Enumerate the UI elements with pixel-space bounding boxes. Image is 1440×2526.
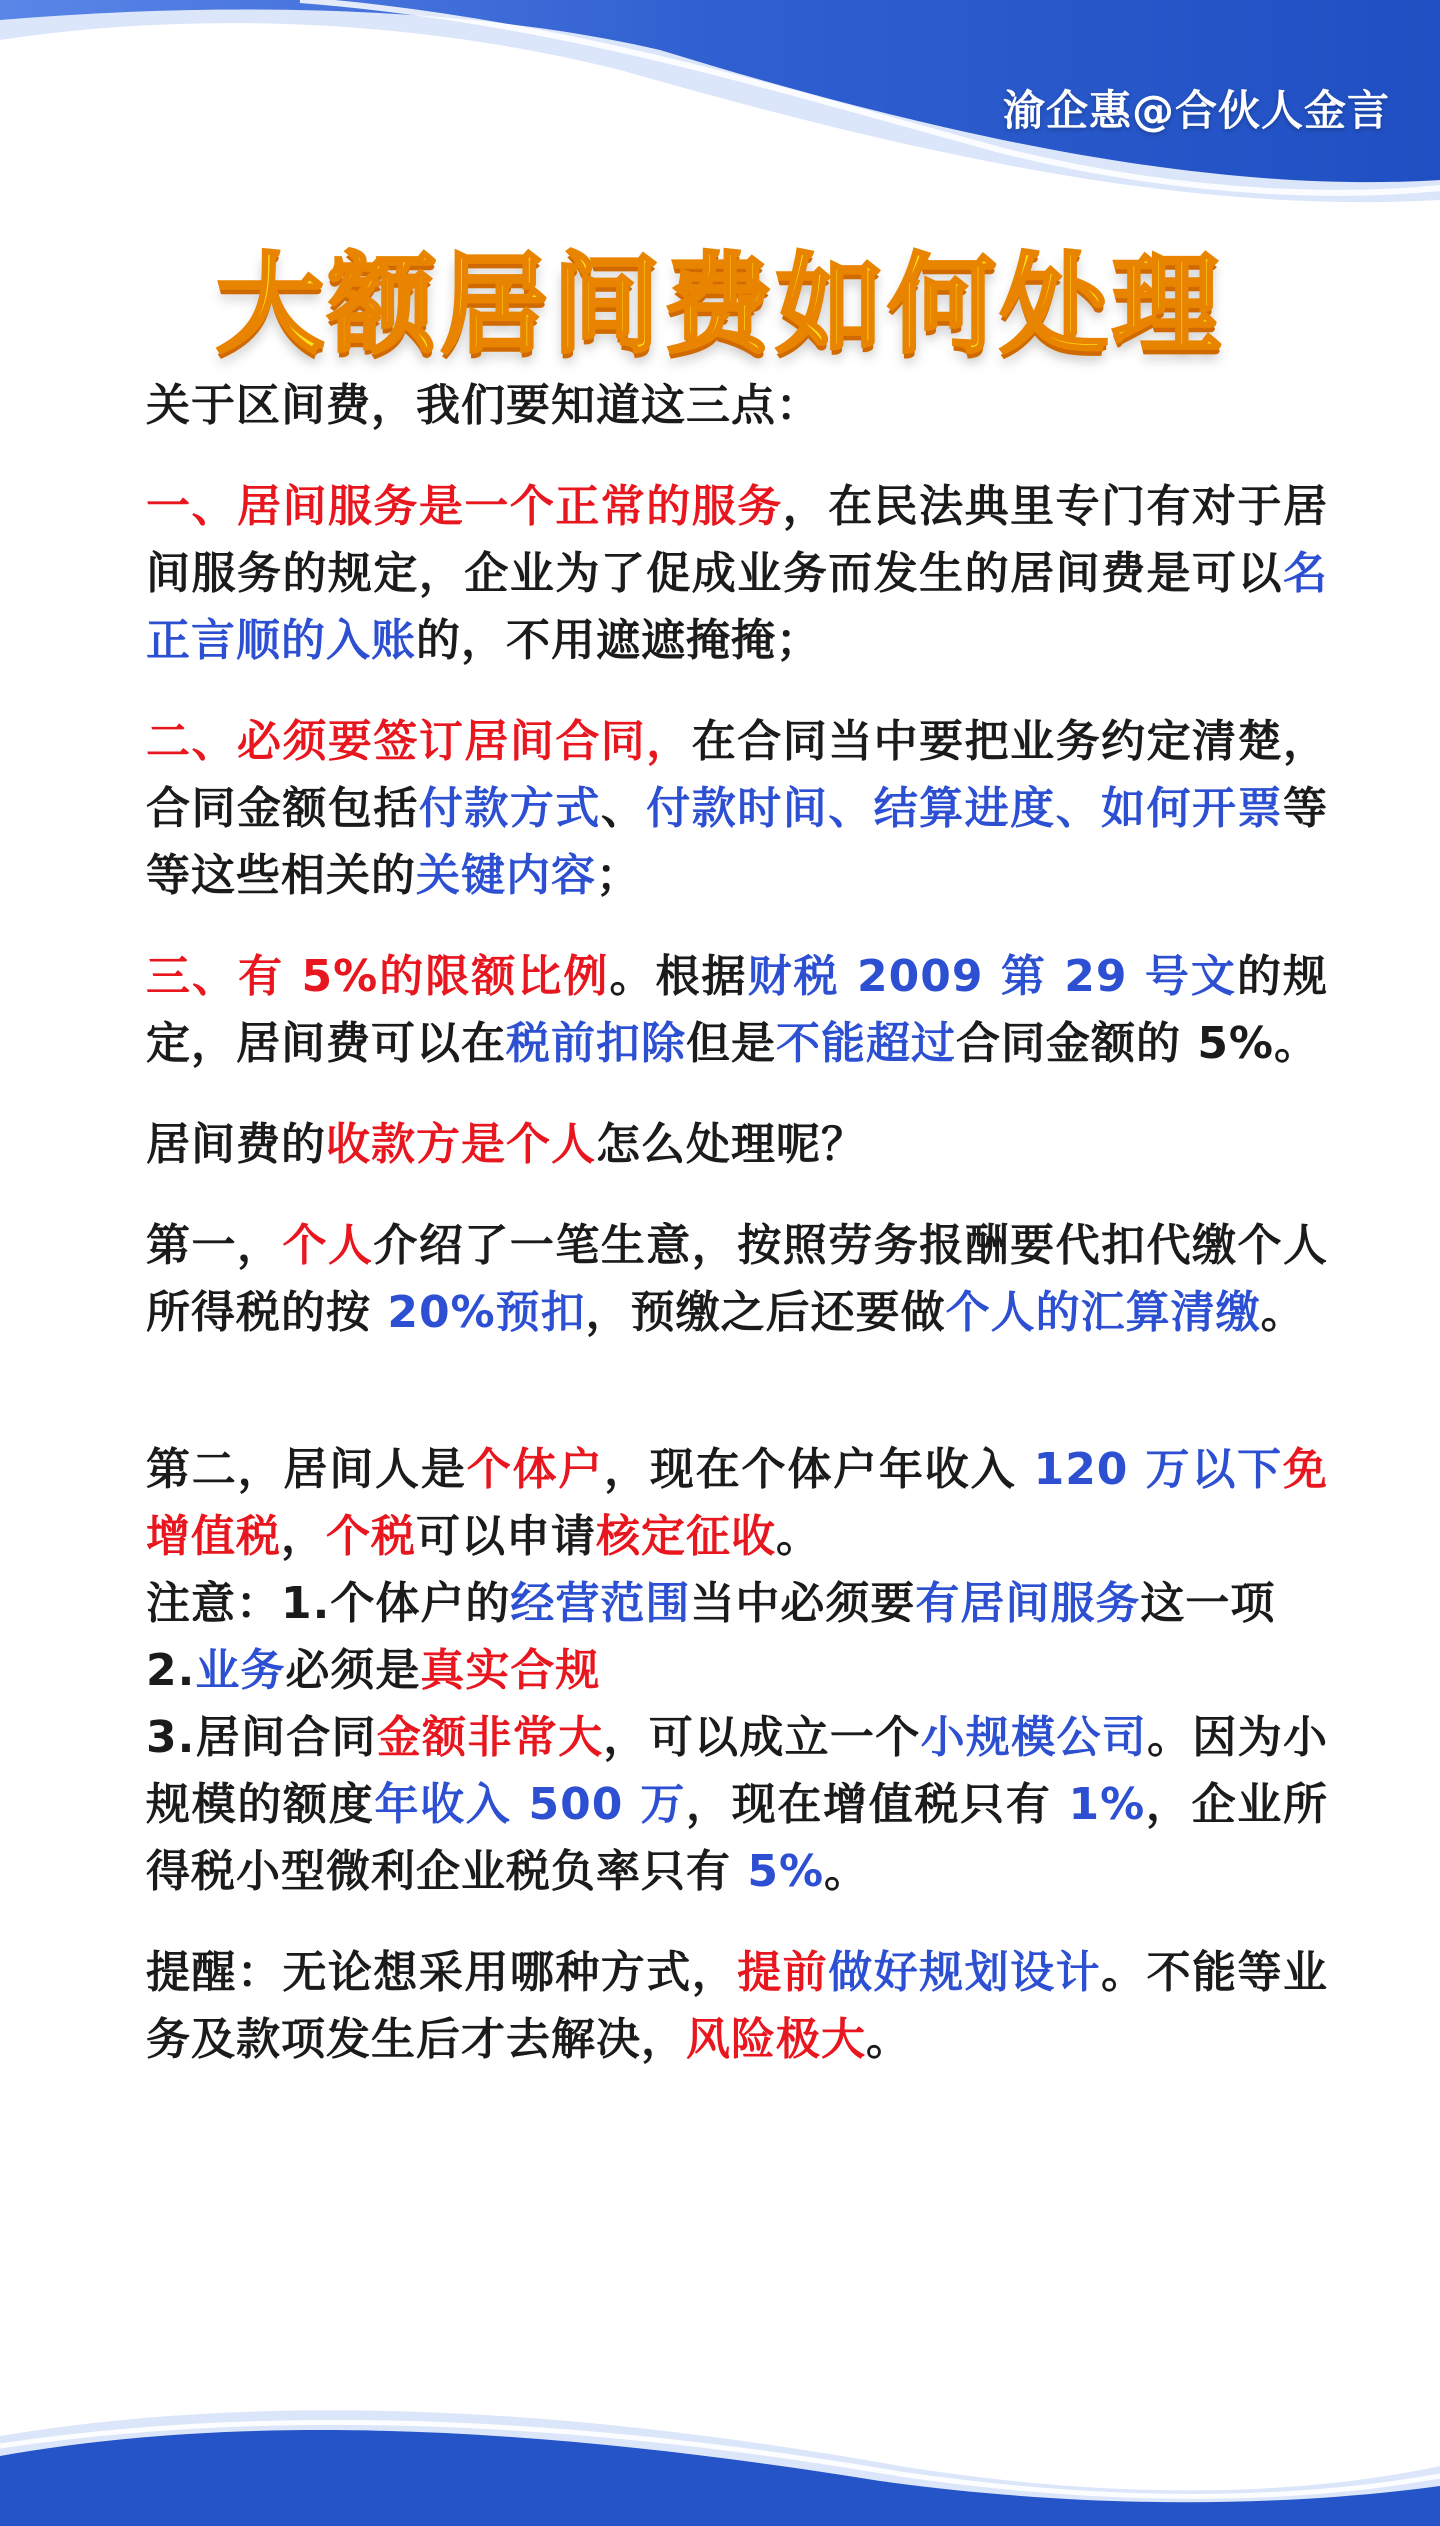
text-run: ，可以成立一个 (603, 1712, 921, 1763)
highlight-red: 风险极大 (686, 2014, 866, 2065)
text-run: 必须是 (285, 1645, 421, 1696)
highlight-red: 收款方是个人 (326, 1119, 596, 1170)
text-run: 。 (866, 2014, 911, 2065)
highlight-blue: 付款方式 (418, 783, 601, 834)
highlight-blue: 付款时间、结算进度、如何开票 (646, 783, 1284, 834)
paragraph-point-one (146, 473, 1328, 674)
highlight-blue: 财税 2009 第 29 号文 (747, 951, 1237, 1002)
text-run: 。 (824, 1846, 870, 1897)
text-run: ，企业所得税小型微利企业税负率只有 (146, 1779, 1328, 1897)
text-run: 这一项 (1140, 1578, 1276, 1629)
highlight-blue: 有居间服务 (915, 1578, 1141, 1629)
paragraph-reminder (146, 1939, 1328, 2073)
highlight-red: 金额非常大 (376, 1712, 604, 1763)
paragraph-intro (146, 372, 1328, 439)
text-run: ，预缴之后还要做 (585, 1287, 946, 1338)
page-title: 大额居间费如何处理 (215, 243, 1224, 368)
highlight-red: 个体户 (466, 1444, 605, 1495)
text-run: 、 (600, 783, 647, 834)
article-body (146, 372, 1328, 2107)
text-run: 关于区间费，我们要知道这三点： (146, 380, 821, 431)
text-run: 的，不用遮遮掩掩； (416, 615, 821, 666)
text-run: ，现在增值税只有 (686, 1779, 1069, 1830)
highlight-blue: 1% (1068, 1779, 1146, 1830)
text-run: 当中必须要 (690, 1578, 916, 1629)
highlight-blue: 5% (747, 1846, 825, 1897)
highlight-red: 三、有 5%的限额比例 (146, 951, 610, 1002)
paragraph-first (146, 1212, 1328, 1346)
text-run: 可以申请 (416, 1511, 596, 1562)
highlight-blue: 经营范围 (510, 1578, 691, 1629)
paragraph-note-1 (146, 1570, 1328, 1637)
text-run: 注意：1.个体户的 (146, 1578, 511, 1629)
highlight-blue: 小规模公司 (920, 1712, 1148, 1763)
text-run: ，现在个体户年收入 (604, 1444, 1034, 1495)
brand-label: 渝企惠@合伙人金言 (1002, 86, 1390, 135)
text-run: 怎么处理呢？ (596, 1119, 866, 1170)
highlight-red: 真实合规 (420, 1645, 601, 1696)
highlight-blue: 税前扣除 (506, 1018, 686, 1069)
highlight-red: 个人 (282, 1220, 374, 1271)
text-run: ； (596, 850, 641, 901)
highlight-red: 一、居间服务是一个正常的服务 (146, 481, 783, 532)
text-run: 2. (146, 1645, 196, 1696)
text-run: 3.居间合同 (146, 1712, 377, 1763)
text-run: ，在民法典里专门有对于居间服务的规定，企业为了促成业务而发生的居间费是可以 (146, 481, 1328, 599)
text-run: 但是 (686, 1018, 776, 1069)
paragraph-second (146, 1436, 1328, 1570)
text-run: 。根据 (609, 951, 748, 1002)
highlight-blue: 20%预扣 (387, 1287, 586, 1338)
text-run: ， (281, 1511, 326, 1562)
text-run: 。因为小规模的额度 (146, 1712, 1329, 1830)
text-run: 第一， (146, 1220, 283, 1271)
text-run: 等等这些相关的 (146, 783, 1329, 901)
text-run: 。 (1260, 1287, 1306, 1338)
paragraph-note-3 (146, 1704, 1328, 1905)
highlight-blue: 名正言顺的入账 (146, 548, 1328, 666)
paragraph-question (146, 1111, 1328, 1178)
highlight-red: 免增值税 (146, 1444, 1328, 1562)
highlight-red: 个税 (326, 1511, 416, 1562)
text-run: 介绍了一笔生意，按照劳务报酬要代扣代缴个人所得税的按 (146, 1220, 1329, 1338)
text-run: 的规定，居间费可以在 (146, 951, 1329, 1069)
paragraph-point-two (146, 708, 1328, 909)
text-run: 居间费的 (146, 1119, 326, 1170)
paragraph-note-2 (146, 1637, 1328, 1704)
text-run: 合同金额的 5%。 (956, 1018, 1320, 1069)
highlight-blue: 年收入 500 万 (374, 1779, 687, 1830)
text-run: 第二，居间人是 (146, 1444, 467, 1495)
text-run: 。不能等业务及款项发生后才去解决， (146, 1947, 1329, 2065)
highlight-blue: 做好规划设计 (828, 1947, 1102, 1998)
bottom-wave-decoration (0, 2376, 1440, 2526)
highlight-red: 二、必须要签订居间合同， (146, 716, 692, 767)
text-run: 在合同当中要把业务约定清楚，合同金额包括 (146, 716, 1329, 834)
text-run: 提醒：无论想采用哪种方式， (146, 1947, 738, 1998)
highlight-blue: 120 万以下 (1033, 1444, 1283, 1495)
highlight-red: 提前 (737, 1947, 829, 1998)
highlight-blue: 个人的汇算清缴 (945, 1287, 1261, 1338)
highlight-blue: 业务 (195, 1645, 286, 1696)
paragraph-point-three (146, 943, 1328, 1077)
highlight-red: 核定征收 (596, 1511, 776, 1562)
text-run: 。 (776, 1511, 821, 1562)
highlight-blue: 关键内容 (416, 850, 596, 901)
highlight-blue: 不能超过 (776, 1018, 956, 1069)
